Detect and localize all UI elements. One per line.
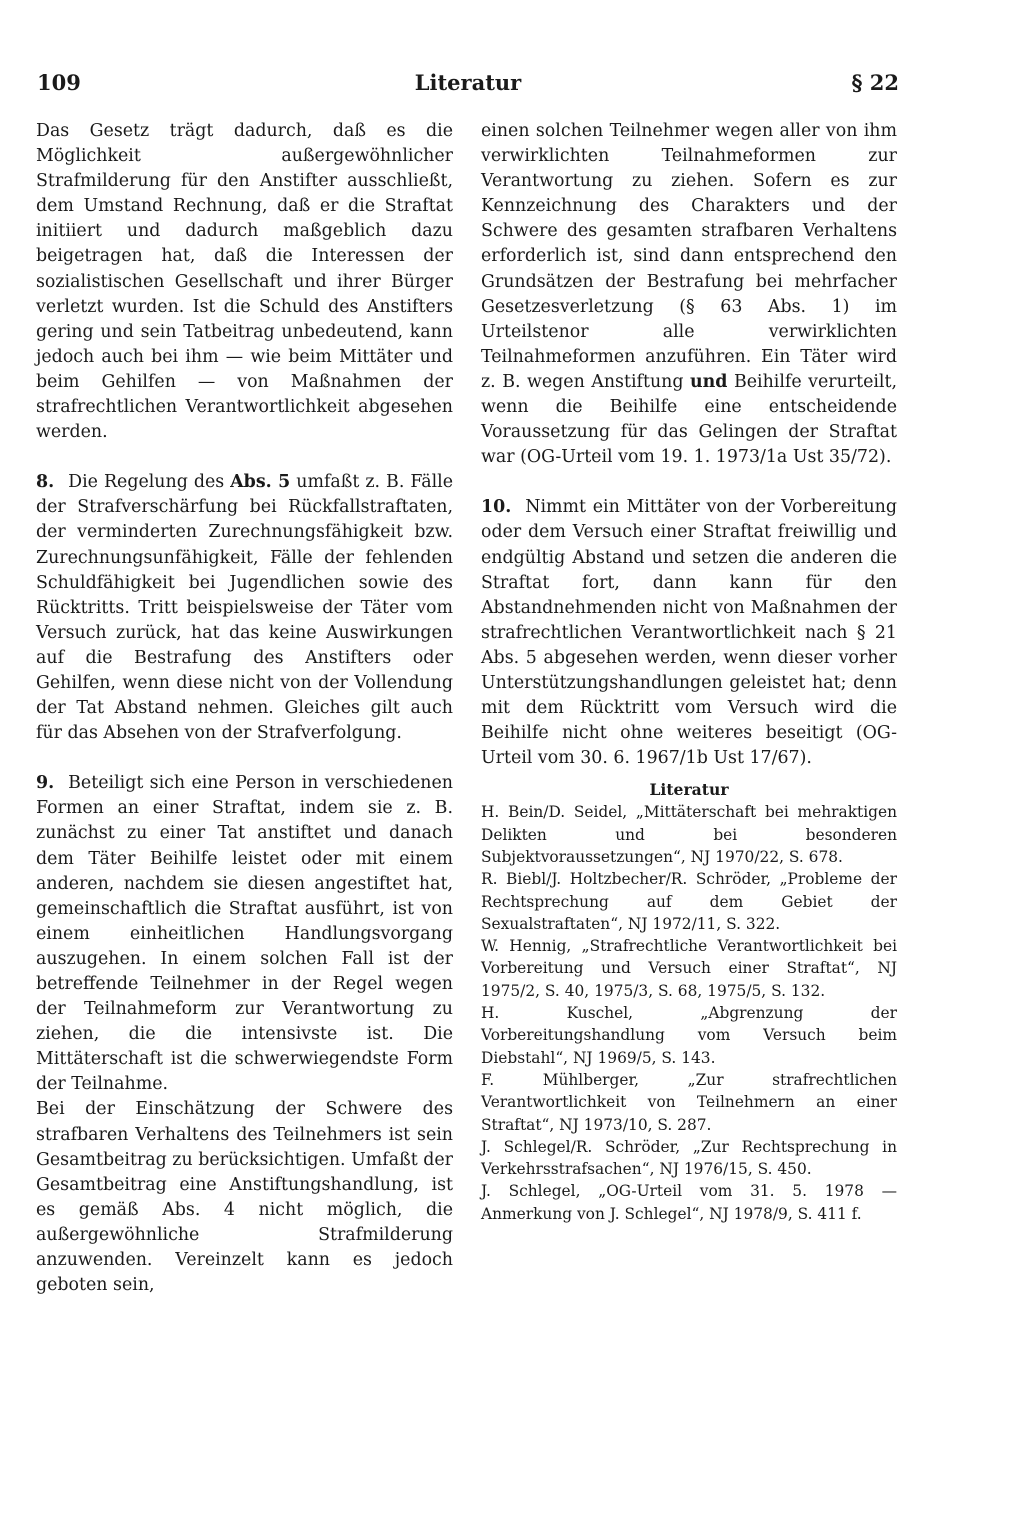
running-title: Literatur (414, 70, 522, 95)
page-number: 109 (37, 70, 81, 95)
paragraph-10 (481, 495, 897, 771)
literatur-entry: J. Schlegel/R. Schröder, „Zur Rechtsprechung in Verkehrsstrafsachen“, NJ 1976/15, S. 450. (481, 1137, 897, 1179)
paragraph-text: einen solchen Teilnehmer wegen aller von ihm verwirklichten Teilnahmeformen zur Verantwortung zu ziehen. Sofern es zur Kennzeichnung des Charakters und der Schwere des gesamten strafbaren Verhaltens erforderlich ist, sind dann entsprechend den Grundsätzen der Bestrafung bei mehrfacher Gesetzesverletzung (§ 63 Abs. 1) im Urteilstenor alle verwirklichten Teilnahmeformen anzuführen. Ein Täter wird z. B. wegen Anstiftung (481, 121, 897, 392)
paragraph-9-continued: Bei der Einschätzung der Schwere des strafbaren Verhaltens des Teilnehmers ist sein Gesamtbeitrag zu berücksichtigen. Umfaßt der Gesamtbeitrag eine Anstiftungshandlung, ist es gemäß Abs. 4 nicht möglich, die außergewöhnliche Strafmilderung anzuwenden. Vereinzelt kann es jedoch geboten sein, (36, 1099, 453, 1296)
section-marker: § 22 (851, 70, 899, 95)
left-column (36, 119, 453, 1298)
literatur-entry: H. Bein/D. Seidel, „Mittäterschaft bei mehraktigen Delikten und bei besonderen Subjektvoraussetzungen“, NJ 1970/22, S. 678. (481, 803, 897, 866)
literatur-entry: F. Mühlberger, „Zur strafrechtlichen Verantwortlichkeit von Teilnehmern an einer Straftat“, NJ 1973/10, S. 287. (481, 1070, 897, 1134)
literatur-entry: J. Schlegel, „OG-Urteil vom 31. 5. 1978 — Anmerkung von J. Schlegel“, NJ 1978/9, S. 411 f. (481, 1182, 897, 1223)
paragraph-number: 9. (36, 773, 55, 794)
literatur-entry: H. Kuschel, „Abgrenzung der Vorbereitungshandlung vom Versuch beim Diebstahl“, NJ 1969/5, S. 143. (481, 1004, 897, 1067)
literatur-entry: R. Biebl/J. Holtzbecher/R. Schröder, „Probleme der Rechtsprechung auf dem Gebiet der Sexualstraftaten“, NJ 1972/11, S. 322. (481, 870, 897, 933)
paragraph-text: Beihilfe verurteilt, wenn die Beihilfe eine entscheidende Voraussetzung für das Gelingen der Straftat war (OG-Urteil vom 19. 1. 1973/1a Ust 35/72). (481, 371, 898, 468)
paragraph-9 (36, 771, 453, 1097)
paragraph-continued (481, 119, 897, 470)
literatur-list (481, 801, 897, 1225)
literatur-heading: Literatur (649, 780, 729, 800)
paragraph-number: 8. (36, 472, 55, 493)
paragraph-intro: Das Gesetz trägt dadurch, daß es die Möglichkeit außergewöhnlicher Strafmilderung für den Anstifter ausschließt, dem Umstand Rechnung, daß er die Straftat initiiert und dadurch maßgeblich dazu beigetragen hat, daß die Interessen der sozialistischen Gesellschaft und ihrer Bürger verletzt wurden. Ist die Schuld des Anstifters gering und sein Tatbeitrag unbedeutend, kann jedoch auch bei ihm — wie beim Mittäter und beim Gehilfen — von Maßnahmen der strafrechtlichen Verantwortlichkeit abgesehen werden. (36, 121, 453, 443)
right-column (481, 119, 897, 1225)
paragraph-text: Beteiligt sich eine Person in verschiedenen Formen an einer Straftat, indem sie z. B. zunächst zu einer Tat anstiftet und danach dem Täter Beihilfe leistet oder mit einem anderen, nachdem sie diesen angestiftet hat, gemeinschaftlich die Straftat ausführt, ist von einem einheitlichen Handlungsvorgang auszugehen. In einem solchen Fall ist der betreffende Teilnehmer in der Regel wegen der Teilnahmeform zur Verantwortung zu ziehen, die die intensivste ist. Die Mittäterschaft ist die schwerwiegendste Form der Teilnahme. (36, 773, 453, 1095)
literatur-entry: W. Hennig, „Strafrechtliche Verantwortlichkeit bei Vorbereitung und Versuch einer Straftat“, NJ 1975/2, S. 40, 1975/3, S. 68, 1975/5, S. 132. (481, 937, 897, 1000)
paragraph-8 (36, 470, 453, 746)
paragraph-emphasis: und (690, 371, 728, 392)
paragraph-text: umfaßt z. B. Fälle der Strafverschärfung bei Rückfallstraftaten, der verminderten Zurechnungsfähigkeit bzw. Zurechnungsunfähigkeit, Fälle der fehlenden Schuldfähigkeit bei Jugendlichen sowie des Rücktritts. Tritt beispielsweise der Täter vom Versuch zurück, hat das keine Auswirkungen auf die Bestrafung des Anstifters oder Gehilfen, wenn diese nicht von der Vollendung der Tat Abstand nehmen. Gleiches gilt auch für das Absehen von der Strafverfolgung. (36, 472, 454, 744)
paragraph-number: 10. (481, 497, 512, 518)
page-header (37, 70, 899, 100)
paragraph-text: Die Regelung des (68, 472, 231, 493)
paragraph-text: Nimmt ein Mittäter von der Vorbereitung oder dem Versuch einer Straftat freiwillig und endgültig Abstand und setzen die anderen die Straftat fort, dann kann für den Abstandnehmenden nicht von Maßnahmen der strafrechtlichen Verantwortlichkeit nach § 21 Abs. 5 abgesehen werden, wenn dieser vorher Unterstützungshandlungen geleistet hat; denn mit dem Rücktritt vom Versuch wird die Beihilfe nicht ohne weiteres beseitigt (OG-Urteil vom 30. 6. 1967/1b Ust 17/67). (481, 497, 897, 769)
paragraph-emphasis: Abs. 5 (230, 472, 291, 493)
